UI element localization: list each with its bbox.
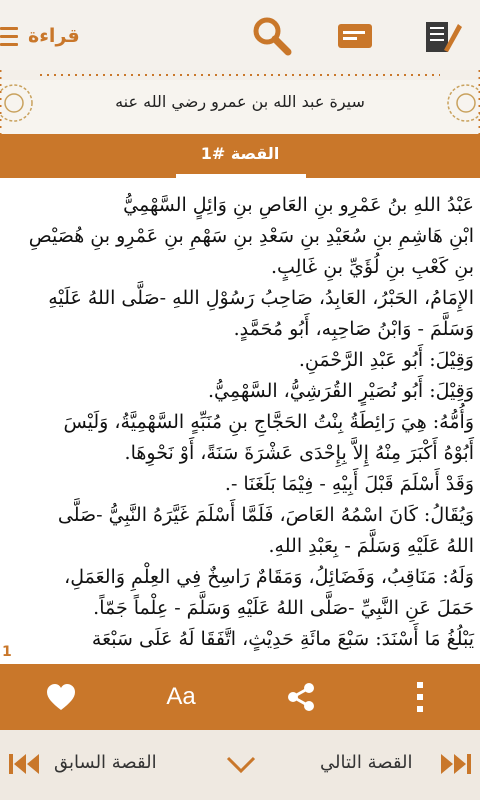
text-line: وَقَدْ أَسْلَمَ قَبْلَ أَبِيْهِ - فِيْمَا بَلَغَنَا -. — [224, 473, 474, 495]
previous-story-button[interactable]: القصة السابق — [54, 752, 157, 773]
heart-icon — [46, 683, 76, 711]
font-size-button[interactable] — [156, 664, 206, 730]
tab-story[interactable]: القصة #1 — [200, 144, 280, 163]
chevron-down-icon[interactable] — [226, 756, 256, 774]
text-line: اللهُ عَلَيْهِ وَسَلَّمَ - بِعَبْدِ اللهِ. — [268, 535, 474, 557]
story-text — [0, 178, 480, 655]
note-icon[interactable] — [334, 14, 378, 58]
text-line: وَسَلَّمَ - وَابْنُ صَاحِبِه، أَبُو مُحَمَّدٍ. — [233, 318, 474, 340]
text-line: يَبْلُغُ مَا أَسْنَدَ: سَبْعَ مائَةِ حَدِيْثٍ، اتَّفَقَا لَهُ عَلَى سَبْعَة — [91, 628, 474, 650]
text-line: أَبُوْهُ أَكْبَرَ مِنْهُ إِلاَّ بِإِحْدَى عَشْرَةَ سَنَةً، أَوْ نَحْوِهَا. — [124, 442, 474, 464]
read-label: قراءة — [28, 25, 80, 47]
search-icon[interactable] — [250, 14, 294, 58]
page-title: سيرة عبد الله بن عمرو رضي الله عنه — [115, 92, 365, 111]
next-story-button[interactable]: القصة التالي — [320, 752, 413, 773]
text-line: وَقِيْلَ: أَبُو عَبْدِ الرَّحْمَنِ. — [298, 349, 474, 371]
font-size-label: Aa — [166, 683, 196, 710]
text-line: عَبْدُ اللهِ بنُ عَمْرِو بنِ العَاصِ بنِ وَائِلٍ السَّهْمِيُّ — [123, 194, 474, 216]
text-line: ابْنِ هَاشِمِ بنِ سُعَيْدِ بنِ سَعْدِ بنِ سَهْمِ بنِ عَمْرِو بنِ هُصَيْصِ — [28, 225, 474, 247]
text-line: وَقِيْلَ: أَبُو نُصَيْرٍ القُرَشِيُّ، السَّهْمِيُّ. — [208, 380, 474, 402]
story-content[interactable] — [0, 178, 480, 664]
share-button[interactable] — [276, 664, 326, 730]
edit-book-icon[interactable] — [420, 14, 464, 58]
text-line: وَيُقَالُ: كَانَ اسْمُهُ العَاصَ، فَلَمَّا أَسْلَمَ غَيَّرَهُ النَّبِيُّ -صَلَّى — [57, 504, 474, 526]
skip-next-icon[interactable] — [8, 752, 42, 776]
text-line: وَأُمُّهُ: هِيَ رَائِطَةُ بِنْتُ الحَجَّاجِ بنِ مُنَبِّهٍ السَّهْمِيَّةُ، وَلَيْسَ — [63, 411, 474, 433]
text-line: بنِ كَعْبِ بنِ لُؤَيِّ بنِ غَالِبٍ. — [270, 256, 474, 278]
favorite-button[interactable] — [36, 664, 86, 730]
hamburger-icon — [0, 25, 20, 47]
text-line: حَمَلَ عَنِ النَّبِيِّ -صَلَّى اللهُ عَلَيْهِ وَسَلَّمَ - عِلْماً جَمّاً. — [93, 597, 474, 619]
text-line: وَلَهُ: مَنَاقِبُ، وَفَضَائِلُ، وَمَقَامٌ رَاسِخٌ فِي العِلْمِ وَالعَمَلِ، — [64, 566, 474, 588]
page-number: 1 — [2, 644, 12, 660]
share-icon — [284, 680, 318, 714]
divider — [0, 70, 480, 80]
read-menu-button[interactable] — [0, 16, 80, 56]
more-vertical-icon — [415, 681, 425, 713]
text-line: الإِمَامُ، الحَبْرُ، العَابِدُ، صَاحِبُ رَسُوْلِ اللهِ -صَلَّى اللهُ عَلَيْهِ — [48, 287, 474, 309]
more-button[interactable] — [400, 664, 440, 730]
skip-previous-icon[interactable] — [438, 752, 472, 776]
